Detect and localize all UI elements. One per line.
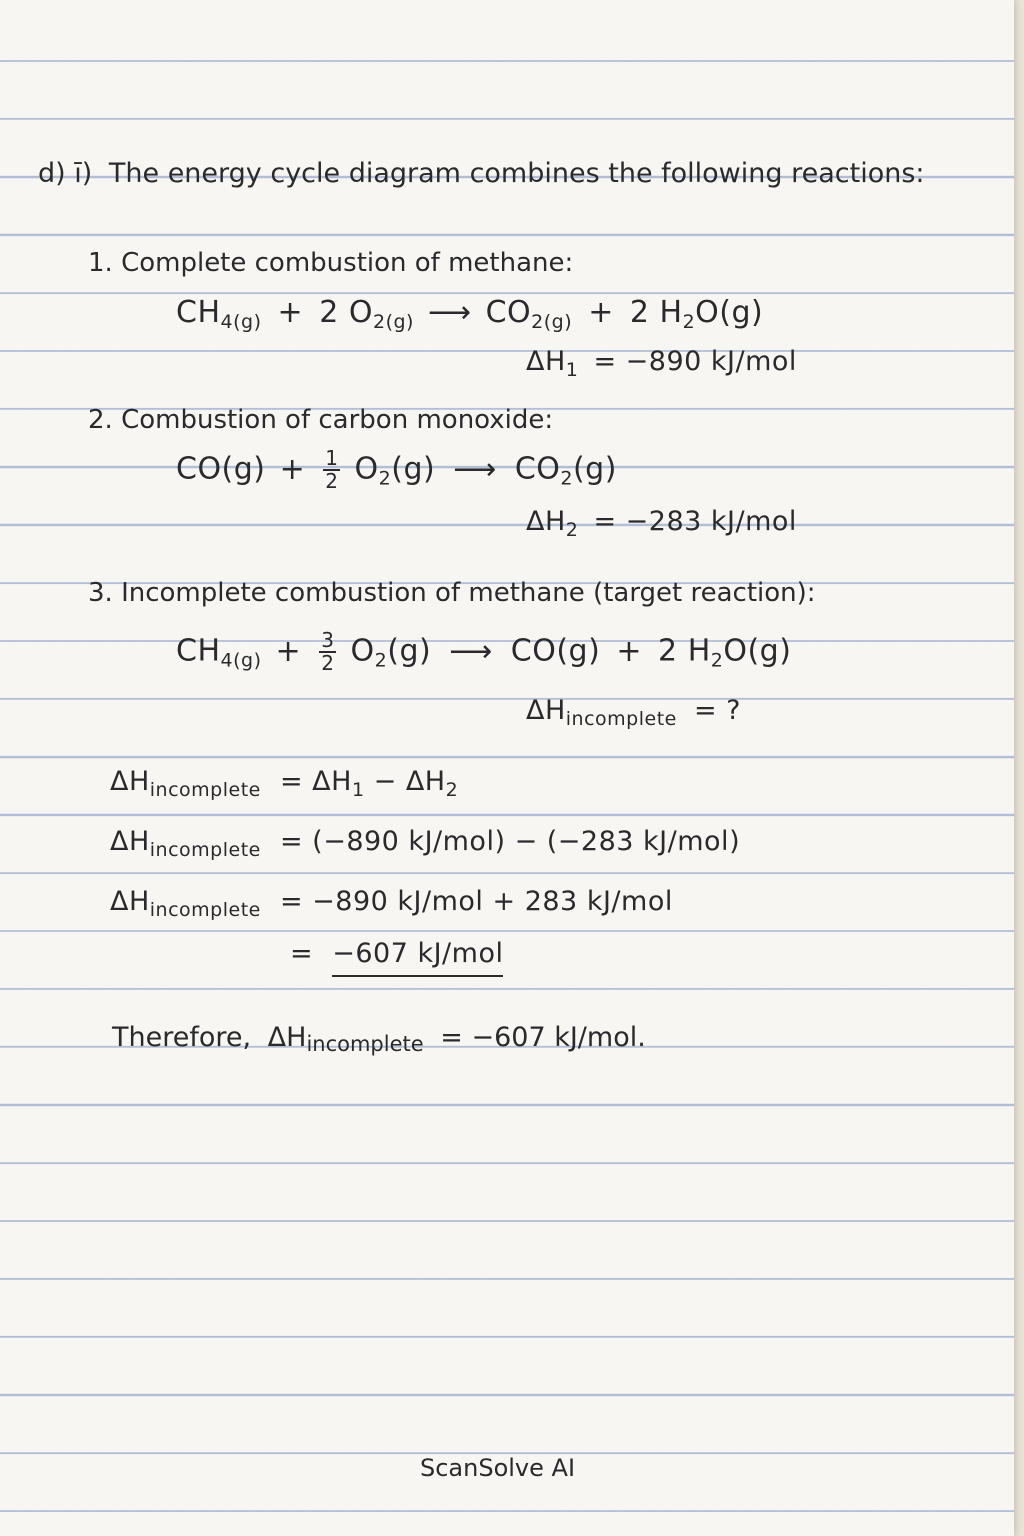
- reaction-2-equation: CO(g) + $\frac{1}{2}$ $O_2(g)$ ⟶ $CO_2(g)$: [176, 446, 617, 493]
- reaction-3-heading: 3. Incomplete combustion of methane (target reaction):: [88, 578, 816, 608]
- intro-line: [38, 160, 925, 187]
- footer-brand: ScanSolve AI: [420, 1454, 576, 1482]
- arrow-icon: ⟶: [453, 451, 497, 487]
- arrow-icon: ⟶: [449, 633, 493, 669]
- final-answer: −607 kJ/mol: [332, 938, 503, 977]
- conclusion: Therefore, $\Delta H_{incomplete} = -607$ kJ/mol.: [112, 1022, 646, 1056]
- fraction-three-halves: $\frac{3}{2}$: [321, 628, 335, 675]
- reaction-3-equation: $CH_{4(g)}$ + $\frac{3}{2}$ $O_2(g)$ ⟶ CO(g) + 2 $H_2O(g)$: [176, 628, 792, 675]
- intro-text: The energy cycle diagram combines the following reactions:: [108, 158, 925, 189]
- working-line-1: $\Delta H_{incomplete} = \Delta H_1 - \Delta H_2$: [110, 766, 459, 801]
- part-label: d) ī): [38, 158, 93, 189]
- reaction-3-enthalpy: $\Delta H_{incomplete}$ = ?: [526, 695, 741, 730]
- reaction-2-heading: 2. Combustion of carbon monoxide:: [88, 405, 554, 435]
- reaction-2-enthalpy: $\Delta H_2 = -283$ kJ/mol: [526, 506, 797, 541]
- working-line-4: = −607 kJ/mol: [290, 940, 503, 967]
- reaction-1-equation: $CH_{4(g)} + 2$ $O_{2(g)}$ ⟶ $CO_{2(g)} + 2$ $H_2O(g)$: [176, 295, 764, 333]
- arrow-icon: ⟶: [428, 295, 472, 330]
- working-line-2: $\Delta H_{incomplete} = (-890$ kJ/mol) − (−283 kJ/mol): [110, 826, 741, 861]
- working-line-3: $\Delta H_{incomplete} = -890$ kJ/mol + 283 kJ/mol: [110, 886, 673, 921]
- fraction-one-half: $\frac{1}{2}$: [325, 446, 339, 493]
- reaction-1-heading: 1. Complete combustion of methane:: [88, 248, 574, 278]
- reaction-1-enthalpy: $\Delta H_1 = -890$ kJ/mol: [526, 346, 797, 381]
